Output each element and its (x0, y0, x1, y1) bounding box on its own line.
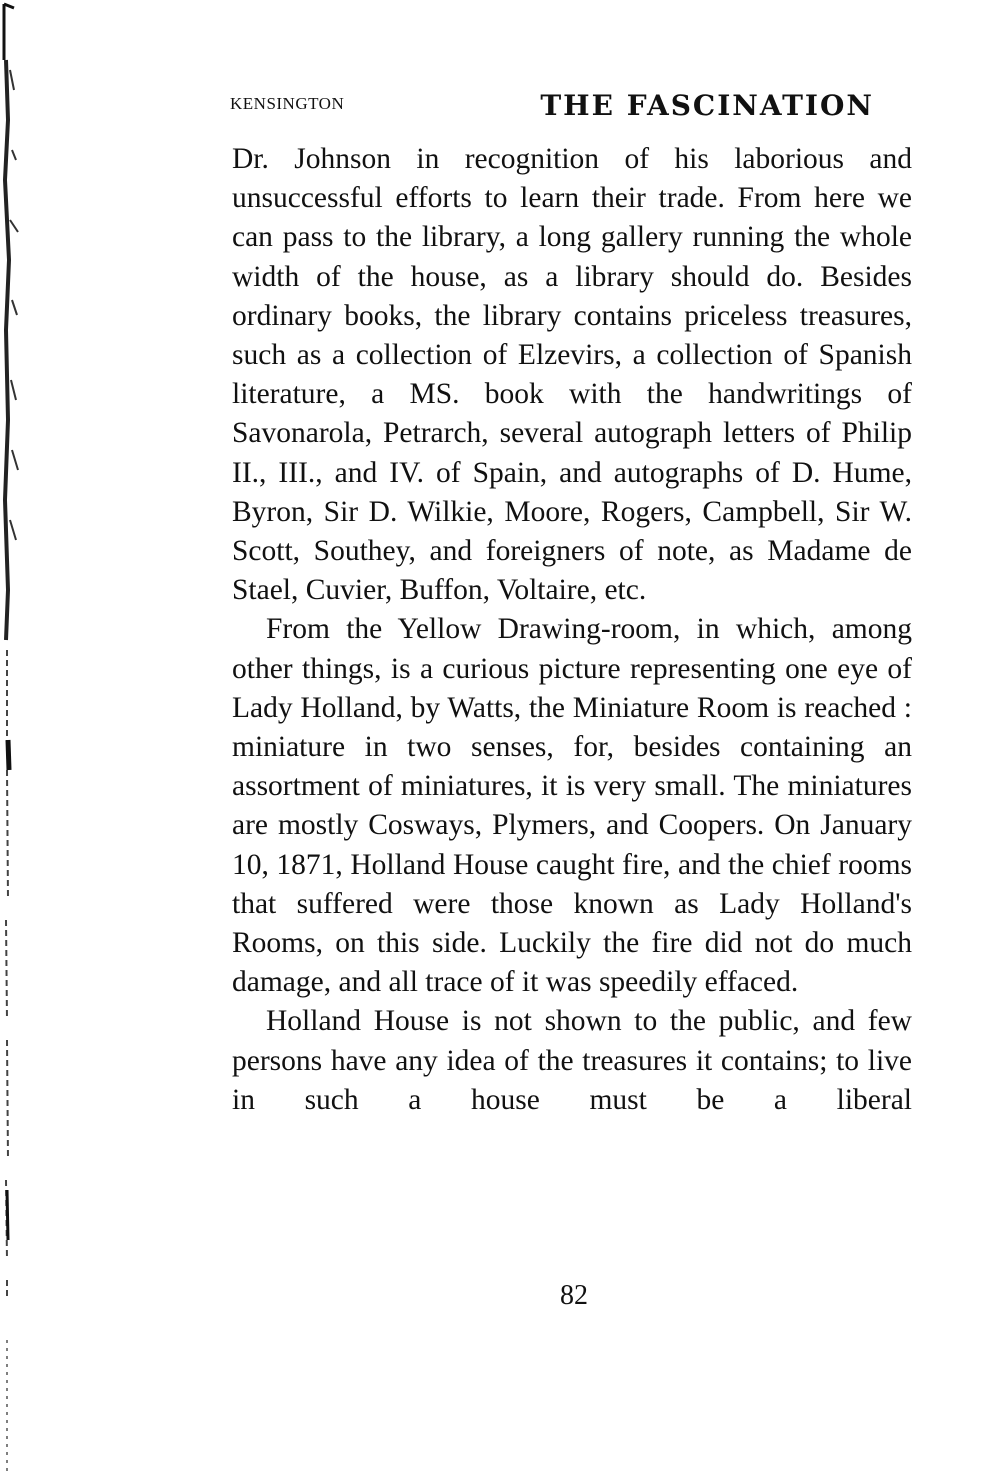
body-text (232, 140, 912, 1120)
paragraph-3: Holland House is not shown to the public, and few persons have any idea of the treasures it contains; to live in such a house must be a liberal (232, 1005, 912, 1116)
page-number: 82 (560, 1280, 588, 1311)
running-head-section: KENSINGTON (230, 94, 345, 113)
binding-edge (0, 0, 26, 1474)
paragraph-2: From the Yellow Drawing-room, in which, among other things, is a curious picture representing one eye of Lady Holland, by Watts, the Miniature Room is reached : miniature in two senses, for, besides containing an assortment of miniatures, it is very small. The miniatures are mostly Cosways, Plymers, and Coopers. On January 10, 1871, Holland House caught fire, and the chief rooms that suffered were those known as Lady Holland's Rooms, on this side. Luckily the fire did not do much damage, and all trace of it was speedily effaced. (232, 613, 912, 999)
running-head-title: THE FASCINATION (540, 89, 874, 122)
paragraph-1: Dr. Johnson in recognition of his laborious and unsuccessful efforts to learn their trade. From here we can pass to the library, a long gallery running the whole width of the house, as a library should do. Besides ordinary books, the library contains priceless treasures, such as a collection of Elzevirs, a collection of Spanish literature, a MS. book with the handwritings of Savonarola, Petrarch, several autograph letters of Philip II., III., and IV. of Spain, and autographs of D. Hume, Byron, Sir D. Wilkie, Moore, Rogers, Campbell, Sir W. Scott, Southey, and foreigners of note, as Madame de Stael, Cuvier, Buffon, Voltaire, etc. (232, 143, 912, 607)
running-head (230, 82, 910, 126)
